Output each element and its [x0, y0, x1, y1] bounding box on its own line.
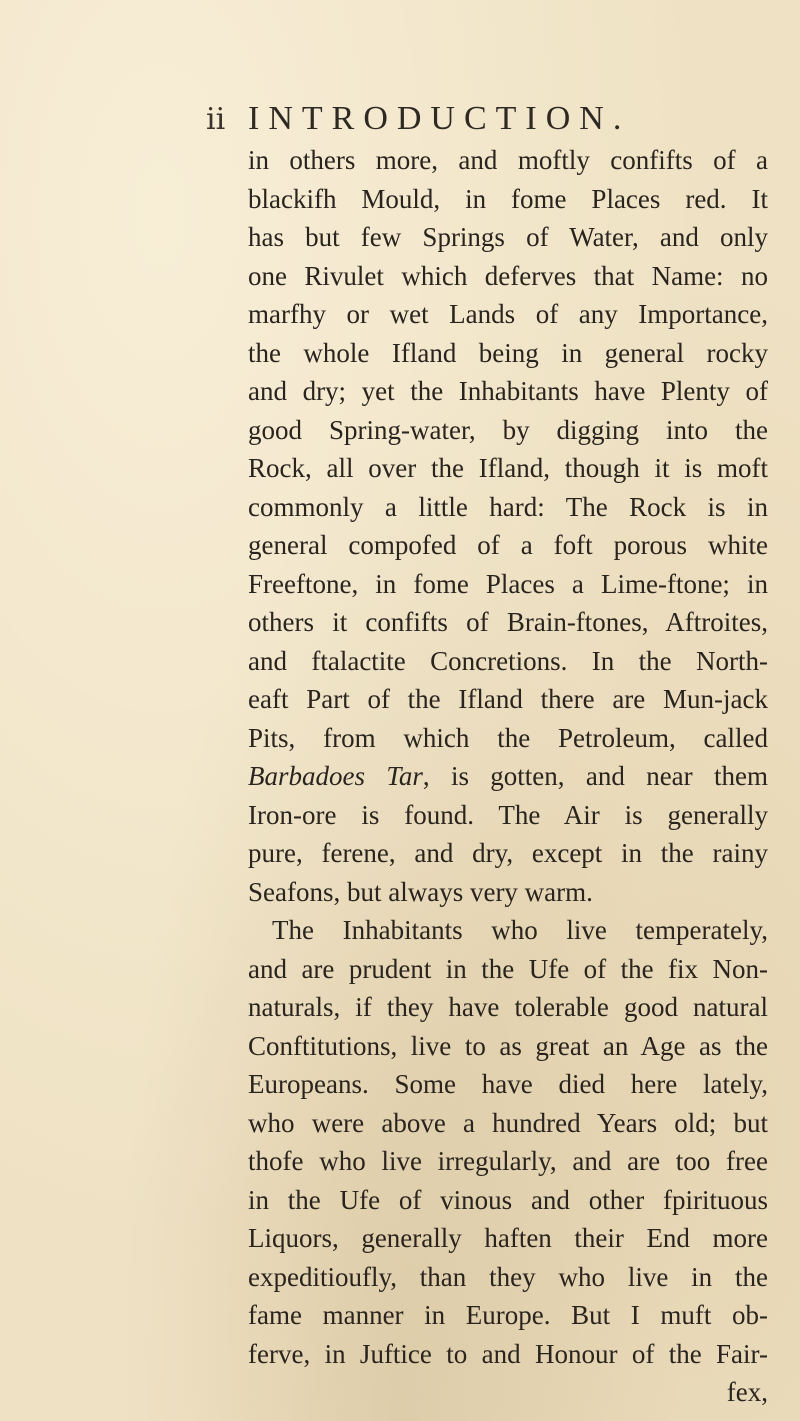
page-number: ii	[206, 102, 226, 137]
text-line: fame manner in Europe. But I muft ob-	[248, 1300, 768, 1330]
text-line: blackifh Mould, in fome Places red. It	[248, 183, 768, 214]
text-line: expeditioufly, than they who live in the	[248, 1261, 768, 1292]
text-line: Liquors, generally haften their End more	[248, 1223, 768, 1253]
text-line-italic-phrase	[248, 757, 768, 796]
catchword: fex,	[726, 1377, 768, 1407]
text-line: and ftalactite Concretions. In the North-	[248, 645, 768, 676]
text-line-rest: , is gotten, and near them	[422, 761, 768, 791]
text-line: the whole Ifland being in general rocky	[248, 337, 768, 368]
running-head: INTRODUCTION.	[248, 100, 631, 137]
text-line: Rock, all over the Ifland, though it is moft	[248, 453, 768, 483]
text-line: Conftitutions, live to as great an Age as the	[248, 1030, 768, 1061]
text-line: eaft Part of the Ifland there are Mun-jack	[248, 684, 768, 714]
text-line: and are prudent in the Ufe of the fix Non-	[248, 953, 768, 984]
text-line: general compofed of a foft porous white	[248, 530, 768, 560]
text-line: Iron-ore is found. The Air is generally	[248, 799, 768, 830]
text-line: good Spring-water, by digging into the	[248, 414, 768, 445]
text-line: The Inhabitants who live temperately,	[272, 915, 768, 945]
text-line: commonly a little hard: The Rock is in	[248, 491, 768, 522]
text-line: one Rivulet which deferves that Name: no	[248, 260, 768, 291]
text-line: ferve, in Juftice to and Honour of the Fair-	[248, 1338, 768, 1369]
body-text	[248, 141, 768, 1412]
text-line: Europeans. Some have died here lately,	[248, 1069, 768, 1099]
italic-phrase: Barbadoes Tar	[248, 761, 423, 791]
text-line: Pits, from which the Petroleum, called	[248, 722, 768, 753]
text-line: in the Ufe of vinous and other fpirituous	[248, 1184, 768, 1215]
text-line: Seafons, but always very warm.	[248, 876, 593, 907]
text-line: has but few Springs of Water, and only	[248, 222, 768, 252]
text-line: others it confifts of Brain-ftones, Aftroites,	[248, 607, 768, 637]
text-line: marfhy or wet Lands of any Importance,	[248, 299, 768, 329]
text-line: in others more, and moftly confifts of a	[248, 145, 768, 175]
text-line: and dry; yet the Inhabitants have Plenty of	[248, 376, 768, 406]
text-line: pure, ferene, and dry, except in the rainy	[248, 838, 768, 868]
text-line: naturals, if they have tolerable good natural	[248, 992, 768, 1022]
text-line: Freeftone, in fome Places a Lime-ftone; in	[248, 568, 768, 599]
text-line: who were above a hundred Years old; but	[248, 1107, 768, 1138]
text-line: thofe who live irregularly, and are too free	[248, 1146, 768, 1176]
